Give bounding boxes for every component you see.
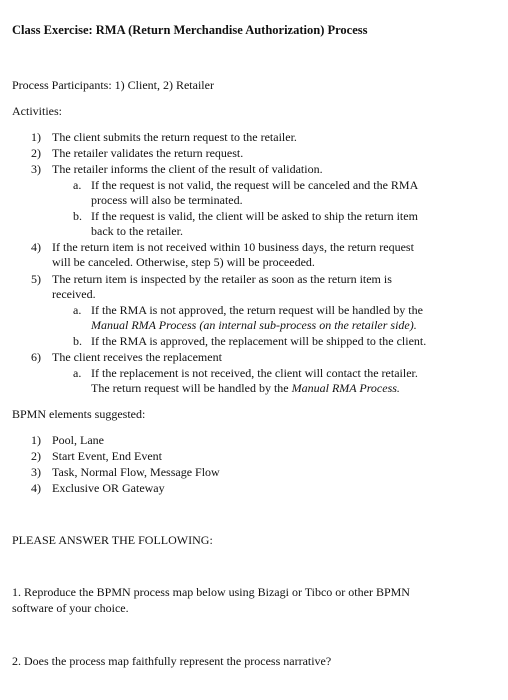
question-2: 2. Does the process map faithfully represent the process narrative?	[12, 654, 332, 668]
bpmn-item-1-text: Pool, Lane	[52, 433, 104, 447]
bpmn-item-2-num: 2)	[31, 449, 41, 463]
manual-rma-process-note: Manual RMA Process (an internal sub-process on the retailer side).	[91, 318, 417, 332]
activity-3b-line-1: If the request is valid, the client will be asked to ship the return item	[91, 209, 418, 223]
activity-6-num: 6)	[31, 350, 41, 364]
participants-line: Process Participants: 1) Client, 2) Retailer	[12, 78, 214, 92]
document-title: Class Exercise: RMA (Return Merchandise Authorization) Process	[12, 23, 368, 37]
activity-6a-line-1: If the replacement is not received, the client will contact the retailer.	[91, 366, 418, 380]
activity-2-num: 2)	[31, 146, 41, 160]
bpmn-item-3-num: 3)	[31, 465, 41, 479]
activity-3a-num: a.	[73, 178, 82, 192]
activity-6a-line-2-prefix: The return request will be handled by the	[91, 381, 292, 395]
activity-1-text: The client submits the return request to the retailer.	[52, 130, 297, 144]
activities-heading: Activities:	[12, 104, 62, 118]
activity-6-text: The client receives the replacement	[52, 350, 222, 364]
activity-5-num: 5)	[31, 272, 41, 286]
question-1-line-1: 1. Reproduce the BPMN process map below using Bizagi or Tibco or other BPMN	[12, 585, 410, 599]
activity-4-num: 4)	[31, 240, 41, 254]
activity-3a-line-1: If the request is not valid, the request will be canceled and the RMA	[91, 178, 419, 192]
activity-4-line-1: If the return item is not received within 10 business days, the return request	[52, 240, 414, 254]
bpmn-item-1-num: 1)	[31, 433, 41, 447]
activity-5a-num: a.	[73, 303, 82, 317]
manual-rma-process-ref: Manual RMA Process.	[291, 381, 400, 395]
bpmn-item-3-text: Task, Normal Flow, Message Flow	[52, 465, 220, 479]
bpmn-heading: BPMN elements suggested:	[12, 407, 146, 421]
activity-3b-line-2: back to the retailer.	[91, 224, 183, 238]
activity-4-line-2: will be canceled. Otherwise, step 5) will be proceeded.	[52, 255, 315, 269]
activity-5b-line-1: If the RMA is approved, the replacement will be shipped to the client.	[91, 334, 427, 348]
activity-3b-num: b.	[73, 209, 82, 223]
activity-5-line-2: received.	[52, 287, 96, 301]
activity-1-num: 1)	[31, 130, 41, 144]
activity-3-text: The retailer informs the client of the result of validation.	[52, 162, 323, 176]
activity-5b-num: b.	[73, 334, 82, 348]
activity-2-text: The retailer validates the return request.	[52, 146, 244, 160]
activity-6a-num: a.	[73, 366, 82, 380]
question-1-line-2: software of your choice.	[12, 601, 129, 615]
bpmn-item-2-text: Start Event, End Event	[52, 449, 162, 463]
activity-6a-line-2	[91, 381, 400, 397]
bpmn-item-4-num: 4)	[31, 481, 41, 495]
bpmn-item-4-text: Exclusive OR Gateway	[52, 481, 165, 495]
activity-5a-line-1: If the RMA is not approved, the return request will be handled by the	[91, 303, 423, 317]
activity-3a-line-2: process will also be terminated.	[91, 193, 243, 207]
activity-3-num: 3)	[31, 162, 41, 176]
activity-5a-line-2	[91, 318, 417, 334]
activity-5-line-1: The return item is inspected by the retailer as soon as the return item is	[52, 272, 392, 286]
answer-heading: PLEASE ANSWER THE FOLLOWING:	[12, 533, 213, 547]
